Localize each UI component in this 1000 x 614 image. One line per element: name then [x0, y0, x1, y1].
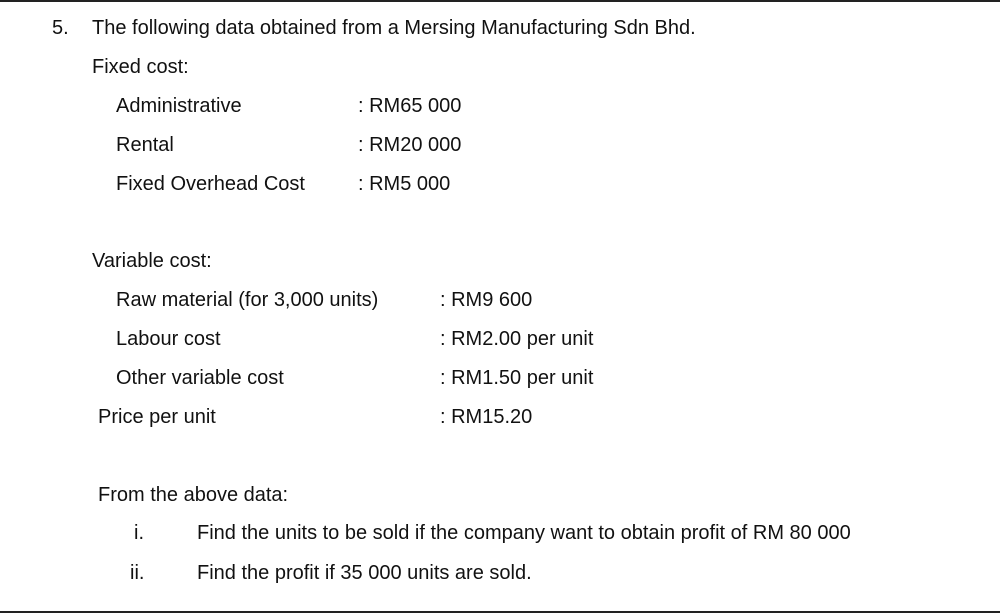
fixed-cost-value: : RM20 000 — [358, 134, 462, 156]
task-numeral: i. — [134, 522, 144, 544]
variable-cost-heading: Variable cost: — [92, 250, 212, 272]
fixed-cost-value: : RM65 000 — [358, 95, 462, 117]
task-numeral: ii. — [130, 562, 145, 584]
variable-cost-label: Labour cost — [116, 328, 221, 350]
question-number: 5. — [52, 17, 69, 39]
top-border — [0, 0, 1000, 2]
variable-cost-value: : RM9 600 — [440, 289, 533, 311]
bottom-border — [0, 611, 1000, 613]
fixed-cost-value: : RM5 000 — [358, 173, 451, 195]
task-text: Find the profit if 35 000 units are sold. — [197, 562, 532, 584]
variable-cost-label: Other variable cost — [116, 367, 284, 389]
tasks-heading: From the above data: — [98, 484, 289, 506]
price-value: : RM15.20 — [440, 406, 533, 428]
question-intro: The following data obtained from a Mersing Manufacturing Sdn Bhd. — [92, 17, 696, 39]
fixed-cost-heading: Fixed cost: — [92, 56, 189, 78]
variable-cost-label: Raw material (for 3,000 units) — [116, 289, 379, 311]
fixed-cost-label: Rental — [116, 134, 174, 156]
variable-cost-value: : RM2.00 per unit — [440, 328, 594, 350]
variable-cost-value: : RM1.50 per unit — [440, 367, 594, 389]
price-label: Price per unit — [98, 406, 216, 428]
task-text: Find the units to be sold if the company want to obtain profit of RM 80 000 — [197, 522, 851, 544]
fixed-cost-label: Fixed Overhead Cost — [116, 173, 305, 195]
fixed-cost-label: Administrative — [116, 95, 242, 117]
